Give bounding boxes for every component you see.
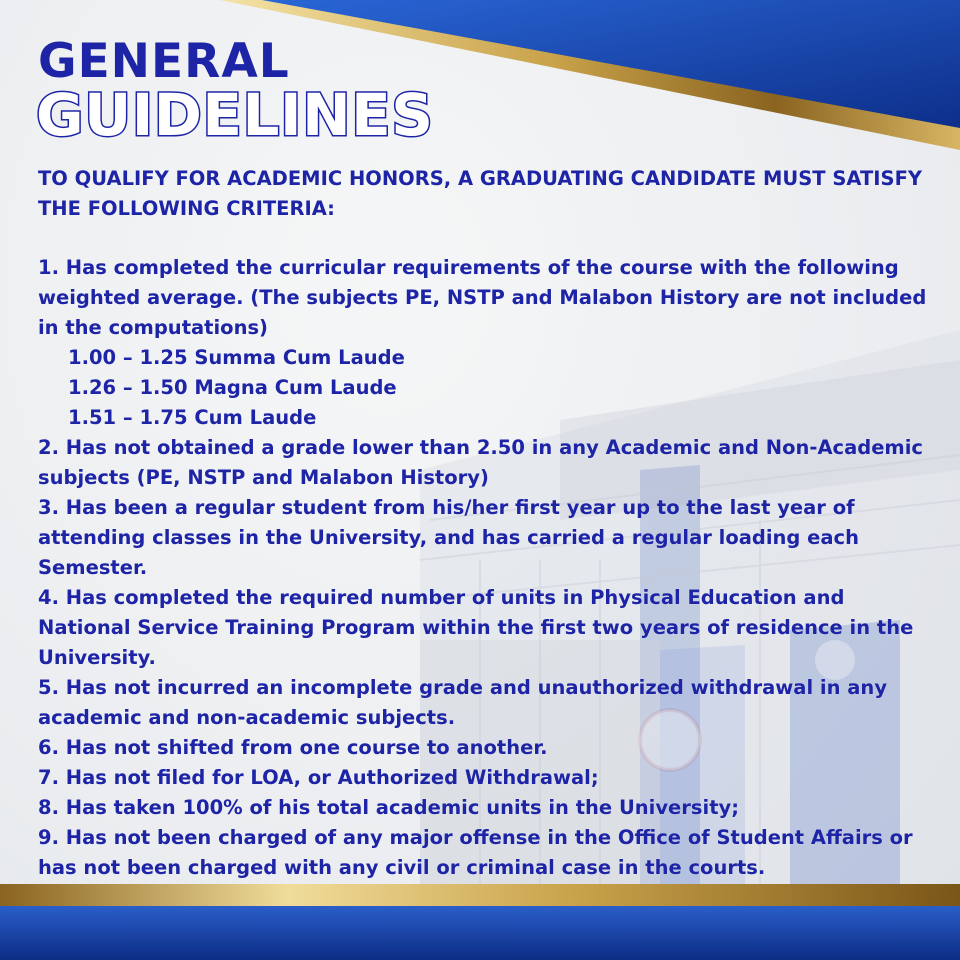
bottom-banner-decoration [0, 880, 960, 960]
criteria-list [38, 253, 943, 883]
title-guidelines: GUIDELINES [36, 81, 434, 149]
honor-magna: 1.26 – 1.50 Magna Cum Laude [68, 376, 397, 399]
criterion-2: 2. Has not obtained a grade lower than 2.50 in any Academic and Non-Academic subjects (PE, NSTP and Malabon History) [38, 436, 923, 489]
intro-statement: TO QUALIFY FOR ACADEMIC HONORS, A GRADUATING CANDIDATE MUST SATISFY THE FOLLOWING CRITERIA: [38, 167, 923, 220]
criterion-text: 1. Has completed the curricular requirements of the course with the following weighted average. (The subjects PE, NSTP and Malabon History are not included in the computations) [38, 256, 927, 339]
honor-cum-laude: 1.51 – 1.75 Cum Laude [68, 406, 317, 429]
criterion-9: 9. Has not been charged of any major offense in the Office of Student Affairs or has not been charged with any civil or criminal case in the courts. [38, 826, 913, 879]
title-general: GENERAL [38, 34, 290, 89]
criterion-4: 4. Has completed the required number of units in Physical Education and National Service Training Program within the first two years of residence in the University. [38, 586, 914, 669]
criterion-1 [38, 253, 943, 433]
honor-summa: 1.00 – 1.25 Summa Cum Laude [68, 346, 405, 369]
honors-scale-list [38, 343, 943, 433]
criterion-8: 8. Has taken 100% of his total academic units in the University; [38, 796, 740, 819]
criterion-3: 3. Has been a regular student from his/her first year up to the last year of attending classes in the University, and has carried a regular loading each Semester. [38, 496, 859, 579]
criterion-5: 5. Has not incurred an incomplete grade and unauthorized withdrawal in any academic and non-academic subjects. [38, 676, 888, 729]
criterion-6: 6. Has not shifted from one course to another. [38, 736, 548, 759]
criterion-7: 7. Has not filed for LOA, or Authorized Withdrawal; [38, 766, 599, 789]
